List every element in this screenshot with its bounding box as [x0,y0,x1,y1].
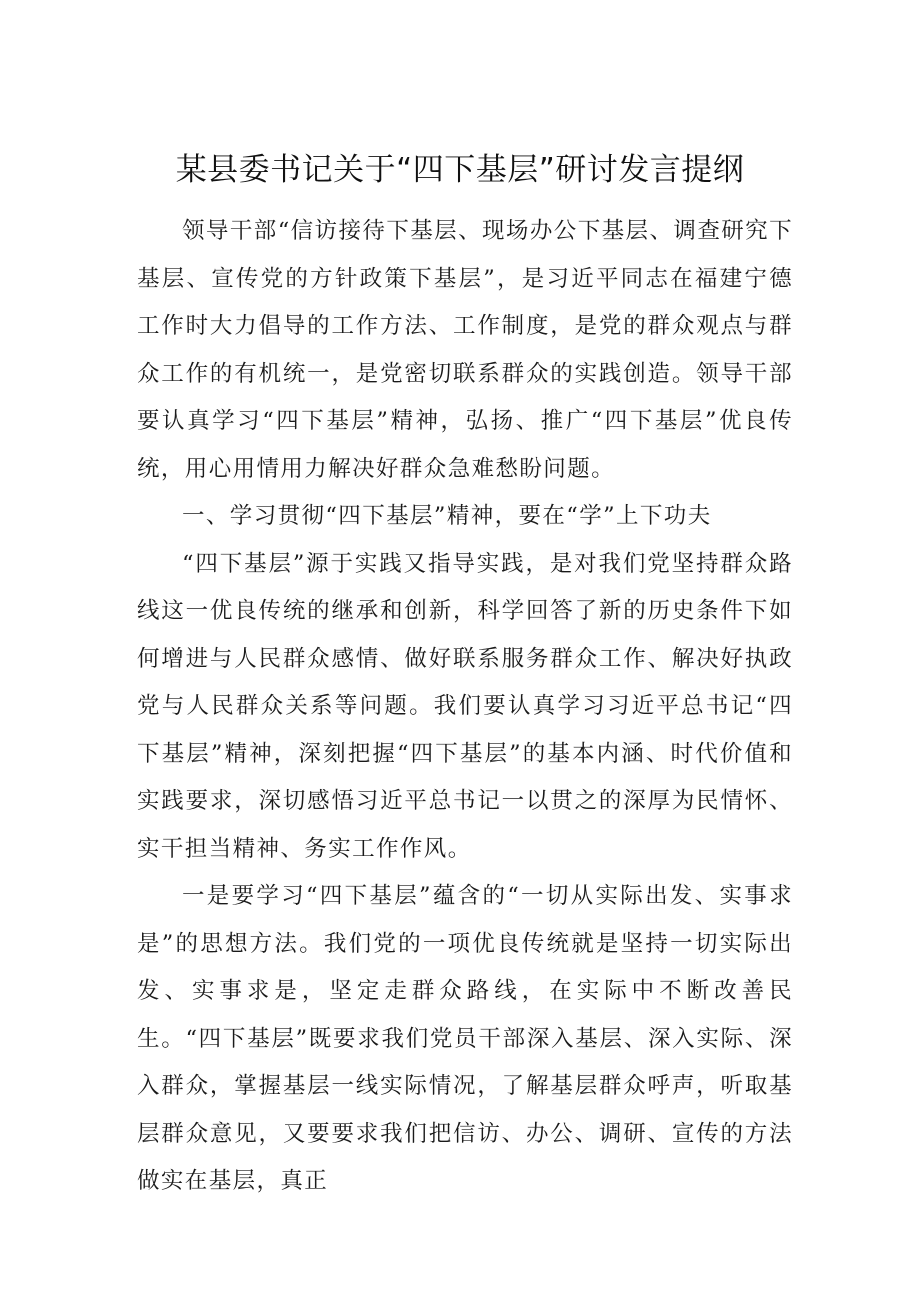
document-body [137,208,793,1206]
document-title: 某县委书记关于“四下基层”研讨发言提纲 [175,152,745,188]
intro-paragraph: 领导干部“信访接待下基层、现场办公下基层、调查研究下基层、宣传党的方针政策下基层”，是习近平同志在福建宁德工作时大力倡导的工作方法、工作制度，是党的群众观点与群众工作的有机统一，是党密切联系群众的实践创造。领导干部要认真学习“四下基层”精神，弘扬、推广“四下基层”优良传统，用心用情用力解决好群众急难愁盼问题。 [137,218,793,482]
section-heading-1: 一、学习贯彻“四下基层”精神，要在“学”上下功夫 [182,503,712,529]
section-1-paragraph: “四下基层”源于实践又指导实践，是对我们党坚持群众路线这一优良传统的继承和创新，科学回答了新的历史条件下如何增进与人民群众感情、做好联系服务群众工作、解决好执政党与人民群众关系等问题。我们要认真学习习近平总书记“四下基层”精神，深刻把握“四下基层”的基本内涵、时代价值和实践要求，深切感悟习近平总书记一以贯之的深厚为民情怀、实干担当精神、务实工作作风。 [137,550,793,862]
point-1-paragraph: 一是要学习“四下基层”蕴含的“一切从实际出发、实事求是”的思想方法。我们党的一项优良传统就是坚持一切实际出发、实事求是，坚定走群众路线，在实际中不断改善民生。“四下基层”既要求我们党员干部深入基层、深入实际、深入群众，掌握基层一线实际情况，了解基层群众呼声，听取基层群众意见，又要要求我们把信访、办公、调研、宣传的方法做实在基层，真正 [137,883,793,1194]
